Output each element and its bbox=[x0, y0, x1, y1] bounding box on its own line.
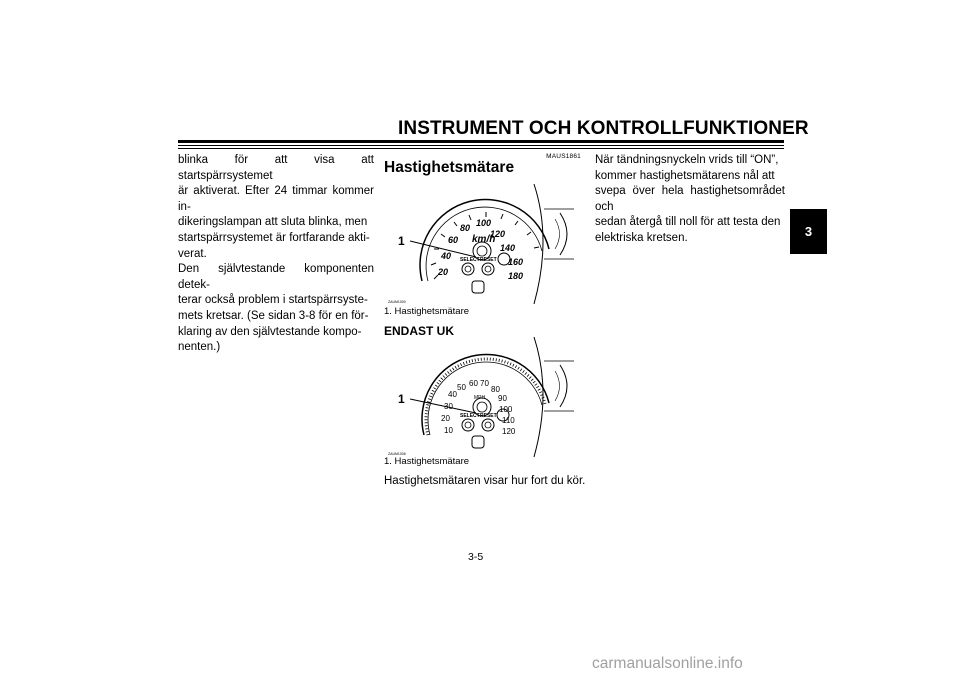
text-line: svepa över hela hastighetsområdet och bbox=[595, 185, 785, 213]
scale-60: 60 bbox=[448, 235, 459, 245]
watermark: carmanualsonline.info bbox=[592, 655, 743, 672]
chapter-tab: 3 bbox=[790, 209, 827, 254]
speedometer-mph-illustration bbox=[384, 337, 581, 459]
reset-label: RESET bbox=[480, 257, 497, 263]
text-line: Den självtestande komponenten detek- bbox=[178, 263, 374, 291]
unit-label: km/h bbox=[472, 234, 496, 245]
header-rule bbox=[178, 145, 784, 146]
scale-60: 60 bbox=[469, 379, 478, 388]
scale-30: 30 bbox=[444, 402, 453, 411]
text-line: sedan återgå till noll för att testa den bbox=[595, 216, 781, 229]
reset-label: RESET bbox=[480, 413, 497, 419]
callout-number: 1 bbox=[398, 234, 405, 248]
figure-caption: 1. Hastighetsmätare bbox=[384, 456, 470, 467]
body-text: Hastighetsmätaren visar hur fort du kör. bbox=[384, 475, 586, 487]
header-title: INSTRUMENT OCH KONTROLLFUNKTIONER bbox=[398, 118, 809, 139]
scale-100: 100 bbox=[499, 405, 513, 414]
scale-140: 140 bbox=[500, 243, 516, 253]
scale-90: 90 bbox=[498, 394, 507, 403]
unit-label: MPH bbox=[474, 395, 486, 401]
scale-160: 160 bbox=[508, 257, 524, 267]
text-line: elektriska kretsen. bbox=[595, 231, 688, 244]
scale-10: 10 bbox=[444, 426, 453, 435]
text-line: verat. bbox=[178, 247, 207, 260]
text-line: nenten.) bbox=[178, 341, 221, 354]
figure-code: ZAUM1006 bbox=[388, 452, 406, 456]
section-code: MAUS1861 bbox=[546, 153, 581, 160]
text-line: startspärrsystemet är fortfarande akti- bbox=[178, 231, 370, 244]
scale-110: 110 bbox=[502, 416, 515, 425]
header-rule bbox=[178, 148, 784, 149]
select-label: SELECT bbox=[460, 257, 480, 263]
header-rule bbox=[178, 140, 784, 143]
text-line: När tändningsnyckeln vrids till “ON”, bbox=[595, 154, 779, 166]
text-line: kommer hastighetsmätarens nål att bbox=[595, 169, 775, 182]
text-line: blinka för att visa att startspärrsystemet bbox=[178, 154, 374, 182]
scale-80: 80 bbox=[460, 223, 471, 233]
scale-100: 100 bbox=[476, 218, 492, 228]
text-line: mets kretsar. (Se sidan 3-8 för en för- bbox=[178, 309, 369, 322]
callout-number: 1 bbox=[398, 392, 405, 406]
scale-70: 70 bbox=[480, 379, 489, 388]
left-column bbox=[178, 153, 374, 356]
speedometer-kmh-illustration bbox=[384, 179, 581, 309]
text-line: dikeringslampan att sluta blinka, men bbox=[178, 216, 368, 229]
right-column bbox=[595, 153, 785, 247]
select-label: SELECT bbox=[460, 413, 480, 419]
scale-40: 40 bbox=[441, 251, 452, 261]
figure-caption: 1. Hastighetsmätare bbox=[384, 306, 470, 317]
scale-120: 120 bbox=[502, 427, 516, 436]
text-line: är aktiverat. Efter 24 timmar kommer in- bbox=[178, 185, 374, 213]
scale-80: 80 bbox=[491, 385, 500, 394]
text-line: terar också problem i startspärrsyste- bbox=[178, 294, 368, 307]
scale-180: 180 bbox=[508, 271, 524, 281]
uk-subheading: ENDAST UK bbox=[384, 324, 455, 338]
scale-50: 50 bbox=[457, 383, 466, 392]
page-number: 3-5 bbox=[468, 551, 484, 563]
section-title: Hastighetsmätare bbox=[384, 159, 515, 176]
scale-40: 40 bbox=[448, 390, 457, 399]
scale-20: 20 bbox=[438, 267, 449, 277]
scale-120: 120 bbox=[490, 229, 506, 239]
scale-20: 20 bbox=[441, 414, 450, 423]
figure-code: ZAUM1000 bbox=[388, 300, 406, 304]
text-line: klaring av den självtestande kompo- bbox=[178, 325, 362, 338]
